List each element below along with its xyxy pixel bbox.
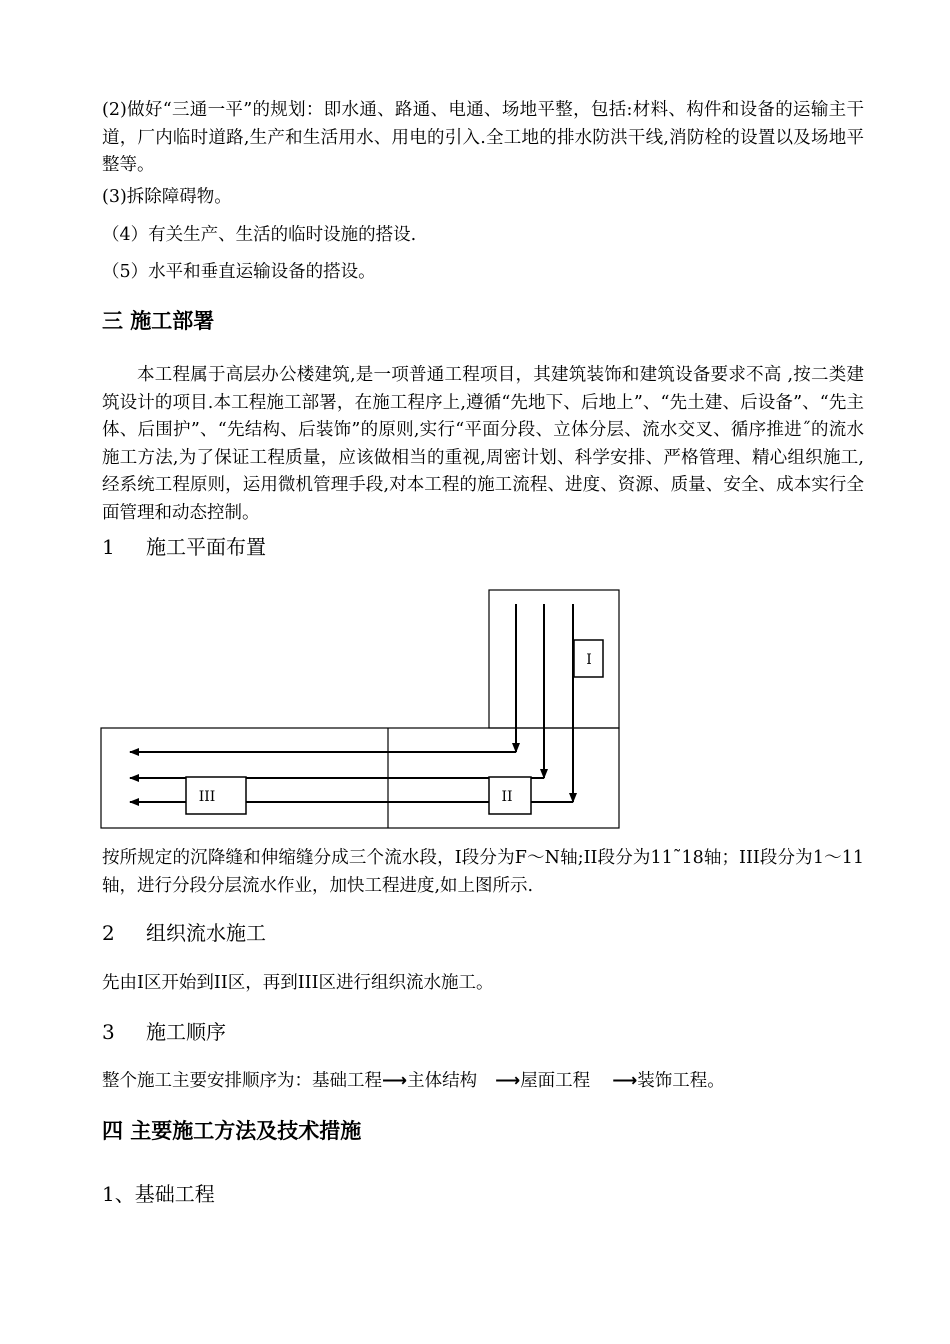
zone-iii-box bbox=[186, 777, 246, 814]
sequence-step: 装饰工程。 bbox=[637, 1071, 725, 1091]
subheading-title: 施工平面布置 bbox=[146, 535, 266, 559]
sequence-step: 基础工程 bbox=[312, 1071, 382, 1091]
arrow-right-icon: ⟶ bbox=[612, 1071, 638, 1091]
sequence-line bbox=[102, 1068, 725, 1095]
section3-body: 本工程属于高层办公楼建筑,是一项普通工程项目，其建筑装饰和建筑设备要求不高 ,按二类建筑设计的项目.本工程施工部署，在施工程序上,遵循“先地下、后地上”、“先土建、后设备”、“先主体、后围护”、“先结构、后装饰”的原则,实行“平面分段、立体分层、流水交叉、循序推进˝的流水施工方法,为了保证工程质量，应该做相当的重视,周密计划、科学安排、严格管理、精心组织施工,经系统工程原则，运用微机管理手段,对本工程的施工流程、进度、资源、质量、安全、成本实行全面管理和动态控制。 bbox=[102, 365, 864, 523]
arrow-right-icon: ⟶ bbox=[382, 1071, 408, 1091]
prep-item-2: (2)做好“三通一平”的规划：即水通、路通、电通、场地平整，包括:材料、构件和设备的运输主干道，厂内临时道路,生产和生活用水、用电的引入.全工地的排水防洪干线,消防栓的设置以及场地平整等。 bbox=[102, 100, 864, 175]
prep-item-3: (3)拆除障碍物。 bbox=[102, 187, 232, 207]
zone-ii-label: II bbox=[501, 789, 513, 805]
section-heading-3: 三 施工部署 bbox=[102, 309, 215, 333]
arrow-right-icon: ⟶ bbox=[495, 1071, 521, 1091]
zone-iii-label: III bbox=[198, 789, 216, 805]
zone-i-label: I bbox=[586, 652, 592, 668]
sequence-intro: 整个施工主要安排顺序为： bbox=[102, 1071, 312, 1091]
sequence-step: 屋面工程 bbox=[520, 1071, 591, 1091]
section-heading-4: 四 主要施工方法及技术措施 bbox=[102, 1119, 362, 1143]
sequence-step: 主体结构 bbox=[407, 1071, 478, 1091]
subheading-title: 施工顺序 bbox=[146, 1020, 226, 1044]
subheading-number: 1 bbox=[102, 535, 115, 559]
subheading-title: 组织流水施工 bbox=[146, 921, 266, 945]
subheading-number: 2 bbox=[102, 921, 115, 945]
subheading-number: 3 bbox=[102, 1020, 115, 1044]
subheading-3 bbox=[102, 1016, 226, 1045]
prep-item-4: （4）有关生产、生活的临时设施的搭设. bbox=[102, 225, 417, 245]
sub2-body: 先由I区开始到II区，再到III区进行组织流水施工。 bbox=[102, 973, 494, 993]
section4-subheading-1: 1、基础工程 bbox=[102, 1182, 215, 1206]
prep-item-5: （5）水平和垂直运输设备的搭设。 bbox=[102, 262, 376, 282]
subheading-2 bbox=[102, 917, 266, 946]
sub1-body: 按所规定的沉降缝和伸缩缝分成三个流水段，I段分为F～N轴;II段分为11˜18轴；III段分为1～11轴，进行分段分层流水作业，加快工程进度,如上图所示. bbox=[102, 848, 864, 896]
